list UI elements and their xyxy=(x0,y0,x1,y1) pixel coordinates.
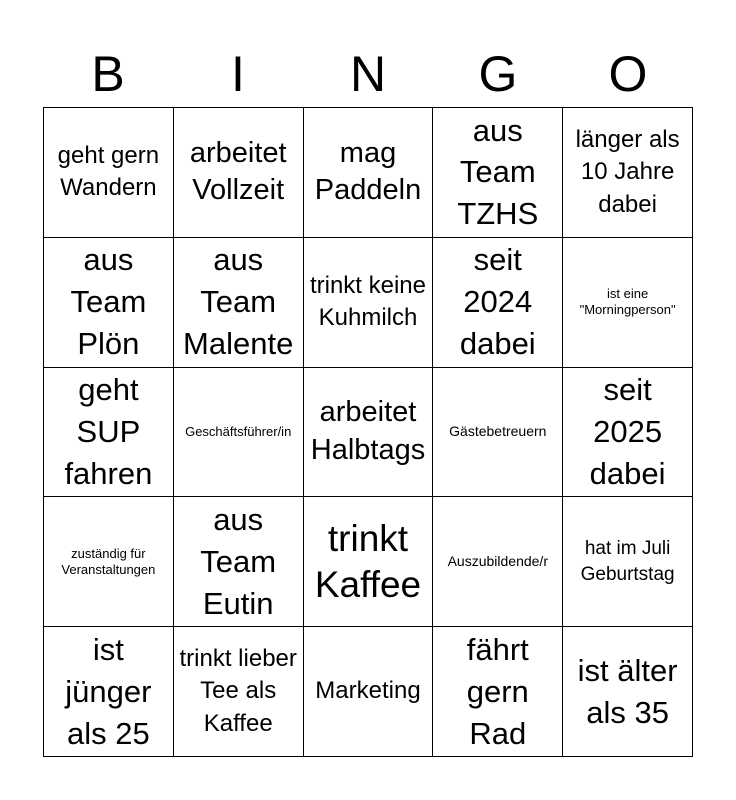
cell-text: trinkt keine Kuhmilch xyxy=(309,271,427,332)
bingo-cell-r1-c5[interactable] xyxy=(563,108,693,238)
header-letter-o: O xyxy=(608,46,648,102)
cell-text: trinkt lieber Tee als Kaffee xyxy=(179,645,297,737)
cell-text: mag Paddeln xyxy=(314,136,422,207)
bingo-cell-r2-c3[interactable] xyxy=(304,238,434,368)
bingo-cell-r2-c1[interactable] xyxy=(44,238,174,368)
cell-text: seit 2024 dabei xyxy=(459,242,536,362)
header-letter-g: G xyxy=(478,46,518,102)
cell-text: aus Team TZHS xyxy=(457,112,539,232)
bingo-cell-r1-c3[interactable] xyxy=(304,108,434,238)
cell-text: aus Team Plön xyxy=(70,242,147,362)
bingo-cell-r5-c4[interactable] xyxy=(433,627,563,757)
bingo-cell-r5-c5[interactable] xyxy=(563,627,693,757)
bingo-cell-r3-c3[interactable] xyxy=(304,368,434,498)
bingo-cell-r1-c1[interactable] xyxy=(44,108,174,238)
bingo-cell-r1-c4[interactable] xyxy=(433,108,563,238)
bingo-cell-r2-c5[interactable] xyxy=(563,238,693,368)
bingo-header xyxy=(43,40,693,108)
cell-text: arbeitet Halbtags xyxy=(310,396,426,466)
cell-text: aus Team Malente xyxy=(183,242,294,362)
cell-text: geht SUP fahren xyxy=(64,372,153,491)
cell-text: Geschäftsführer/in xyxy=(185,423,292,439)
bingo-cell-r5-c2[interactable] xyxy=(174,627,304,757)
bingo-cell-r4-c3[interactable] xyxy=(304,497,434,627)
cell-text: hat im Juli Geburtstag xyxy=(580,538,675,585)
header-letter-i: I xyxy=(231,46,245,102)
cell-text: trinkt Kaffee xyxy=(314,517,422,605)
bingo-cell-r4-c1[interactable] xyxy=(44,497,174,627)
cell-text: ist älter als 35 xyxy=(577,652,678,730)
bingo-cell-r2-c2[interactable] xyxy=(174,238,304,368)
cell-text: Marketing xyxy=(315,677,421,705)
header-letter-n: N xyxy=(349,46,387,102)
cell-text: Auszubildende/r xyxy=(447,553,548,570)
cell-text: zuständig für Veranstaltungen xyxy=(61,545,156,577)
bingo-cell-r3-c1[interactable] xyxy=(44,368,174,498)
header-letter-b: B xyxy=(91,46,125,102)
bingo-cell-r2-c4[interactable] xyxy=(433,238,563,368)
bingo-cell-r4-c5[interactable] xyxy=(563,497,693,627)
cell-text: fährt gern Rad xyxy=(466,631,529,751)
bingo-card-grid xyxy=(43,107,693,757)
cell-text: ist jünger als 25 xyxy=(65,631,152,751)
cell-text: seit 2025 dabei xyxy=(589,372,666,491)
bingo-cell-r5-c1[interactable] xyxy=(44,627,174,757)
bingo-cell-r4-c4[interactable] xyxy=(433,497,563,627)
cell-text: arbeitet Vollzeit xyxy=(189,136,287,207)
cell-text: aus Team Eutin xyxy=(200,502,277,621)
bingo-cell-r5-c3[interactable] xyxy=(304,627,434,757)
bingo-cell-r4-c2[interactable] xyxy=(174,497,304,627)
cell-text: Gästebetreuern xyxy=(449,423,547,440)
bingo-cell-r3-c2[interactable] xyxy=(174,368,304,498)
cell-text: ist eine "Morningperson" xyxy=(579,285,676,318)
cell-text: geht gern Wandern xyxy=(57,142,160,202)
cell-text: länger als 10 Jahre dabei xyxy=(575,125,680,218)
bingo-cell-r3-c5[interactable] xyxy=(563,368,693,498)
bingo-cell-r3-c4[interactable] xyxy=(433,368,563,498)
bingo-cell-r1-c2[interactable] xyxy=(174,108,304,238)
